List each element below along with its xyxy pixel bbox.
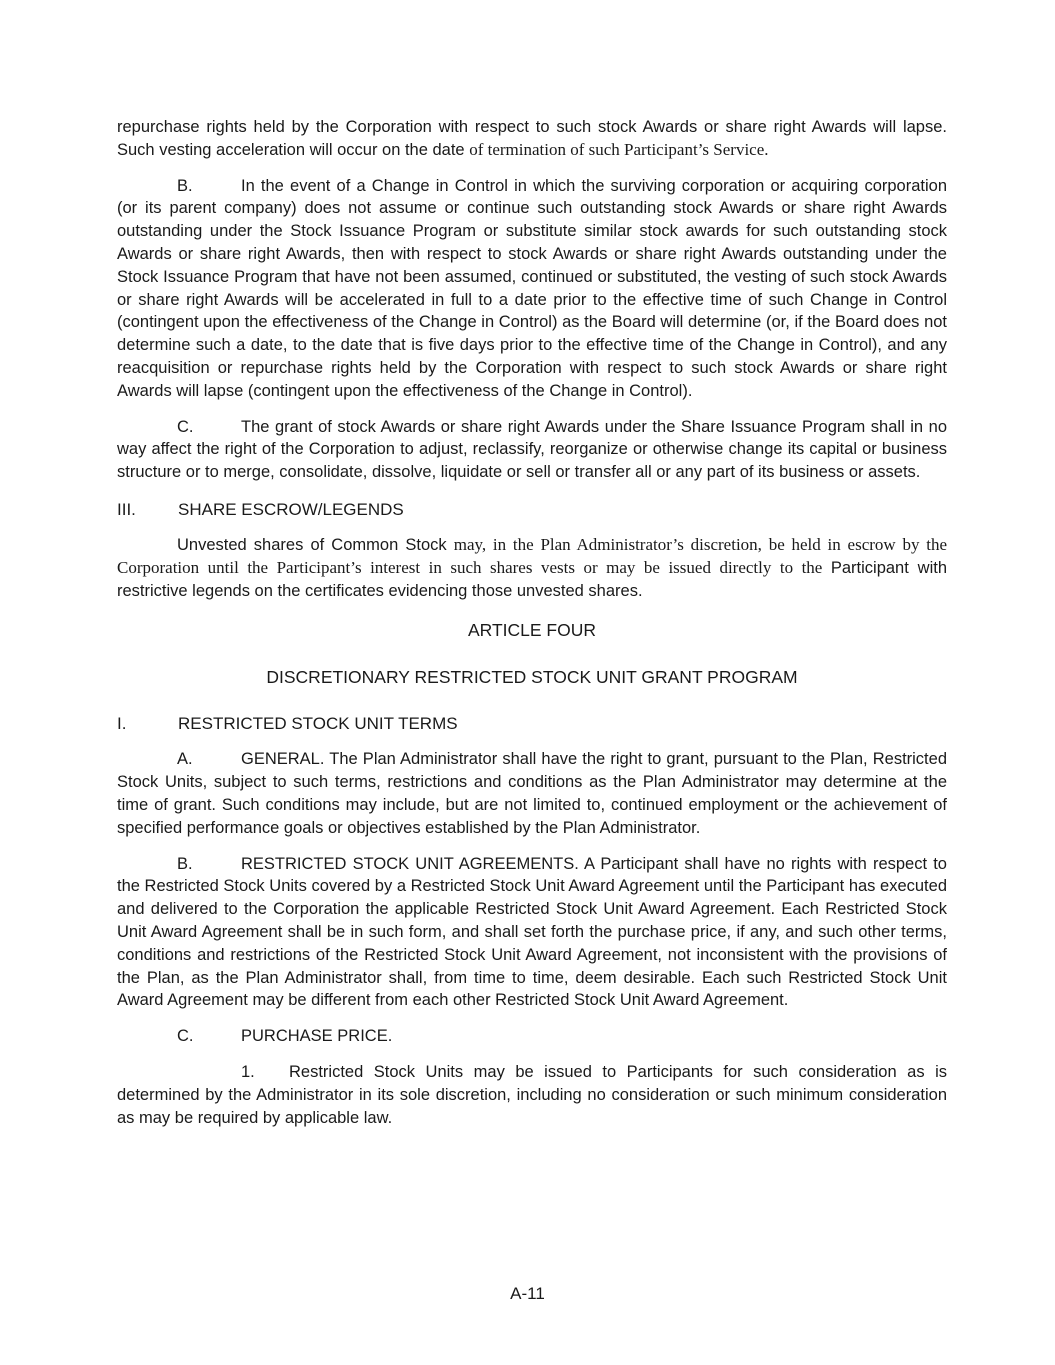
intro-paragraph xyxy=(117,116,947,162)
article-subtitle: DISCRETIONARY RESTRICTED STOCK UNIT GRANT PROGRAM xyxy=(266,667,798,688)
section-iii-number: III. xyxy=(117,499,136,519)
page-number: A-11 xyxy=(510,1284,545,1303)
subsection-a-text: GENERAL. The Plan Administrator shall have the right to grant, pursuant to the Plan, Restricted Stock Units, subject to such terms, restrictions and conditions as the Plan Administrator may determine at the time of grant. Such conditions may include, but are not limited to, continued employment or the achievement of specified performance goals or objectives established by the Plan Administrator. xyxy=(117,750,947,837)
subsection-a-paragraph xyxy=(117,748,947,839)
intro-text: repurchase rights held by the Corporation with respect to such stock Awards or share right Awards will lapse. Such vesting acceleration will occur on the date xyxy=(117,118,947,159)
item-1-paragraph xyxy=(117,1061,947,1129)
section-iii-text-b: may, in the Plan Administrator’s discretion, be held in escrow by the Corporation until the Participant’s interest in such shares vests or may be issued directly to the xyxy=(117,534,947,577)
subsection-a-label: A. xyxy=(177,750,193,769)
section-c-paragraph xyxy=(117,416,947,484)
section-c-label: C. xyxy=(177,417,194,436)
section-iii-heading xyxy=(117,499,947,521)
subsection-b-label: B. xyxy=(177,854,193,873)
subsection-b-paragraph xyxy=(117,853,947,1013)
section-c-text: The grant of stock Awards or share right Awards under the Share Issuance Program shall in no way affect the right of the Corporation to adjust, reclassify, reorganize or otherwise change its capital or business structure or to merge, consolidate, dissolve, liquidate or sell or transfer all or any part of its business or assets. xyxy=(117,417,947,482)
article-title: ARTICLE FOUR xyxy=(467,620,597,641)
section-iii-text-c: Participant with restrictive legends on the certificates evidencing those unvested shares. xyxy=(117,558,947,600)
section-iii-text-a: Unvested shares of Common Stock xyxy=(177,535,454,554)
section-b-label: B. xyxy=(177,176,193,195)
item-1-label: 1. xyxy=(241,1062,255,1081)
subsection-c-label: C. xyxy=(177,1027,194,1046)
section-i-title: RESTRICTED STOCK UNIT TERMS xyxy=(178,714,458,734)
section-i-number: I. xyxy=(117,714,127,734)
intro-text-serif: of termination of such Participant’s Service. xyxy=(469,139,769,159)
section-iii-paragraph xyxy=(117,534,947,602)
section-b-paragraph xyxy=(117,175,947,403)
section-b-text: In the event of a Change in Control in which the surviving corporation or acquiring corporation (or its parent company) does not assume or continue such outstanding stock Awards or share right Awards outstanding under the Stock Issuance Program or substitute similar stock awards for such outstanding stock Awards or share right Awards, then with respect to stock Awards or share right Awards outstanding under the Stock Issuance Program that have not been assumed, continued or substituted, the vesting of such stock Awards or share right Awards will be accelerated in full to a date prior to the effective time of such Change in Control (contingent upon the effectiveness of the Change in Control) as the Board will determine (or, if the Board does not determine such a date, to the date that is five days prior to the effective time of the Change in Control), and any reacquisition or repurchase rights held by the Corporation with respect to such stock Awards or share right Awards will lapse (contingent upon the effectiveness of the Change in Control). xyxy=(117,176,947,400)
subsection-c-paragraph xyxy=(117,1025,947,1048)
subsection-b-text: RESTRICTED STOCK UNIT AGREEMENTS. A Participant shall have no rights with respect to the Restricted Stock Units covered by a Restricted Stock Unit Award Agreement until the Participant has executed and delivered to the Corporation the applicable Restricted Stock Unit Award Agreement. Each Restricted Stock Unit Award Agreement shall be in such form, and shall set forth the purchase price, if any, and such other terms, conditions and restrictions of the Restricted Stock Unit Award Agreement, not inconsistent with the provisions of the Plan, as the Plan Administrator shall, from time to time, deem desirable. Each such Restricted Stock Unit Award Agreement may be different from each other Restricted Stock Unit Award Agreement. xyxy=(117,854,947,1010)
document-page xyxy=(117,116,947,1129)
section-i-heading xyxy=(117,713,947,735)
subsection-c-text: PURCHASE PRICE. xyxy=(241,1027,393,1046)
item-1-text: Restricted Stock Units may be issued to Participants for such consideration as is determined by the Administrator in its sole discretion, including no consideration or such minimum consideration as may be required by applicable law. xyxy=(117,1062,947,1127)
section-iii-title: SHARE ESCROW/LEGENDS xyxy=(178,499,404,519)
